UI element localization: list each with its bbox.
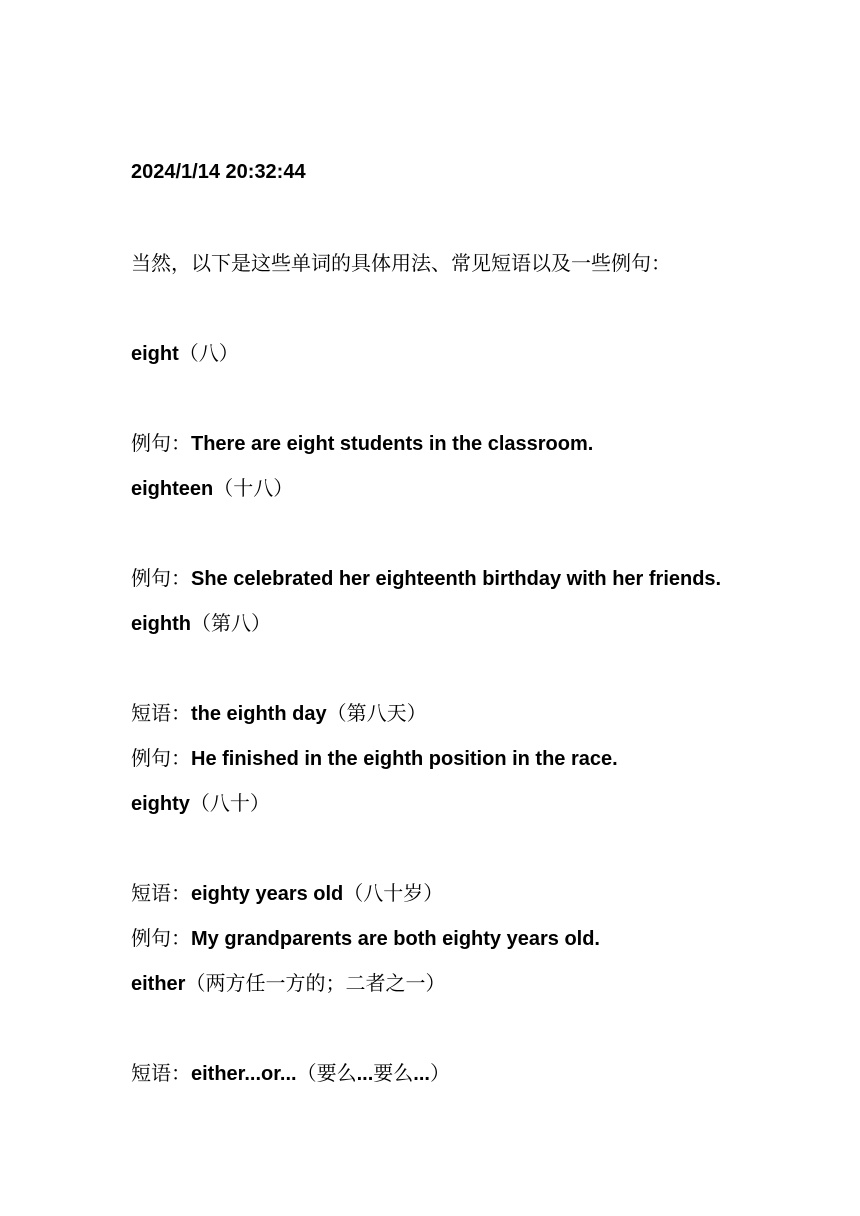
entry-meaning: （八十）: [189, 791, 270, 815]
example-label: 例句：: [131, 746, 191, 770]
intro-text: 当然，以下是这些单词的具体用法、常见短语以及一些例句：: [131, 251, 671, 275]
phrase-meaning-close: ）: [429, 1061, 450, 1085]
entry-example-eight: [131, 431, 593, 456]
entry-phrase-either: [131, 1061, 450, 1086]
entry-word: eighty: [131, 793, 190, 815]
phrase-label: 短语：: [131, 1061, 191, 1085]
entry-word: eighteen: [131, 478, 214, 500]
phrase-meaning-mid: 要么: [373, 1061, 414, 1085]
example-label: 例句：: [131, 566, 191, 590]
entry-heading-eighth: [131, 611, 271, 636]
phrase-meaning: （八十岁）: [343, 881, 444, 905]
entry-heading-eighteen: [131, 476, 293, 501]
entry-meaning: （第八）: [191, 611, 271, 635]
example-label: 例句：: [131, 431, 191, 455]
entry-heading-eight: [131, 341, 239, 366]
example-sentence: There are eight students in the classroom.: [191, 433, 594, 455]
entry-word: eight: [131, 343, 179, 365]
entry-meaning: （两方任一方的；二者之一）: [185, 971, 446, 995]
entry-example-eighth: [131, 746, 618, 771]
phrase-label: 短语：: [131, 881, 191, 905]
entry-example-eighty: [131, 926, 600, 951]
entry-phrase-eighth: [131, 701, 427, 726]
entry-meaning: （十八）: [213, 476, 294, 500]
entry-meaning: （八）: [178, 341, 239, 365]
entry-heading-either: [131, 971, 445, 996]
phrase-meaning-open: （要么: [296, 1061, 357, 1085]
entry-phrase-eighty: [131, 881, 443, 906]
example-sentence: My grandparents are both eighty years old.: [191, 928, 600, 950]
entry-word: either: [131, 973, 186, 995]
phrase-ellipsis: ...: [356, 1063, 374, 1085]
example-sentence: He finished in the eighth position in the race.: [191, 748, 618, 770]
example-sentence: She celebrated her eighteenth birthday with her friends.: [191, 568, 722, 590]
entry-heading-eighty: [131, 791, 270, 816]
entry-example-eighteen: [131, 566, 721, 591]
phrase-text: either...or...: [191, 1063, 297, 1085]
phrase-ellipsis: ...: [413, 1063, 430, 1085]
phrase-text: eighty years old: [191, 883, 344, 905]
timestamp: 2024/1/14 20:32:44: [131, 161, 306, 183]
phrase-meaning: （第八天）: [326, 701, 427, 725]
phrase-label: 短语：: [131, 701, 191, 725]
example-label: 例句：: [131, 926, 191, 950]
entry-word: eighth: [131, 613, 191, 635]
phrase-text: the eighth day: [191, 703, 327, 725]
